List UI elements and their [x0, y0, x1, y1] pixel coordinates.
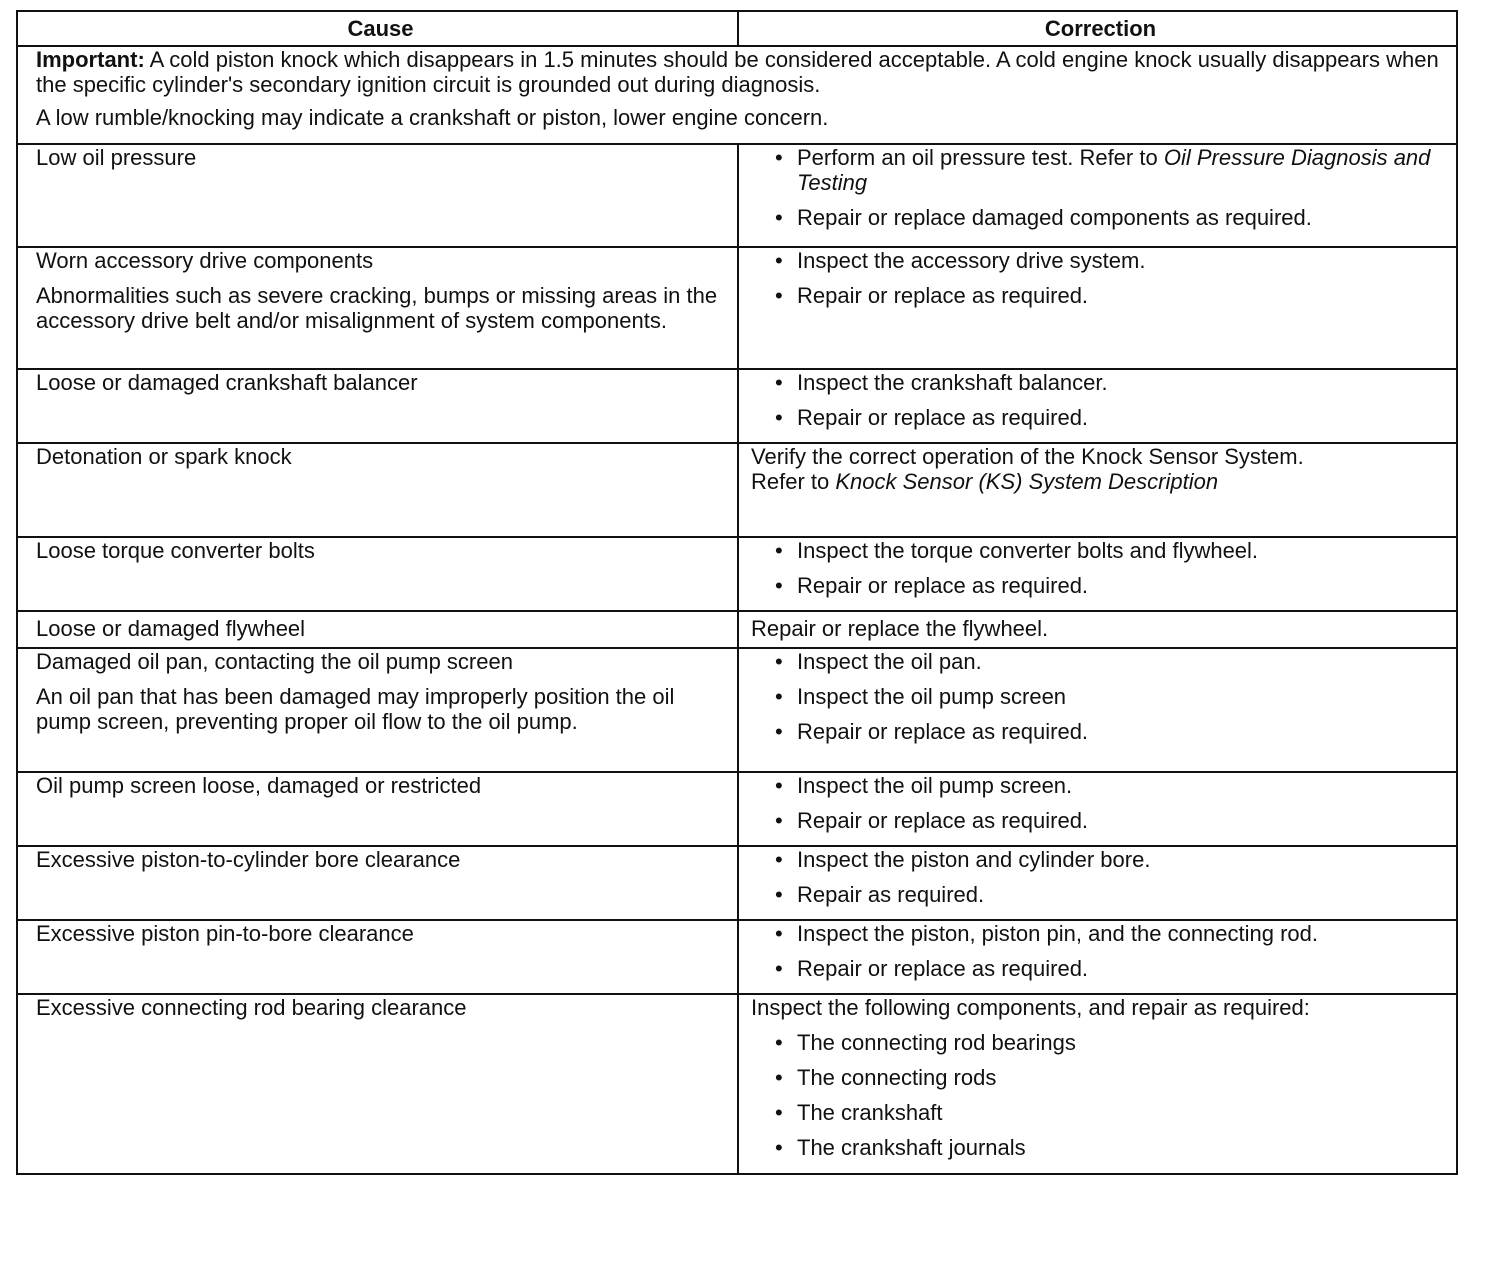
correction-header: Correction — [738, 11, 1457, 46]
table-row — [17, 611, 1457, 648]
correction-cell — [738, 994, 1457, 1174]
list-item: • Repair or replace damaged components as required. — [751, 205, 1444, 230]
table-row — [17, 994, 1457, 1174]
cause-text: Loose or damaged crankshaft balancer — [36, 370, 418, 395]
correction-cell — [738, 144, 1457, 247]
list-item: • The connecting rods — [751, 1065, 1444, 1090]
correction-cell — [738, 247, 1457, 369]
correction-cell — [738, 772, 1457, 846]
table-row — [17, 369, 1457, 443]
table-row — [17, 772, 1457, 846]
list-item: • Inspect the oil pump screen. — [751, 773, 1444, 798]
correction-cell — [738, 537, 1457, 611]
cause-cell — [17, 443, 738, 537]
cause-cell — [17, 772, 738, 846]
cause-cell — [17, 537, 738, 611]
cause-header: Cause — [17, 11, 738, 46]
list-item: • Repair or replace as required. — [751, 573, 1444, 598]
bullet-text: Perform an oil pressure test. Refer to — [797, 145, 1164, 170]
cause-cell — [17, 369, 738, 443]
cause-text: Excessive piston pin-to-bore clearance — [36, 921, 414, 946]
cause-text: Loose or damaged flywheel — [36, 616, 306, 641]
table-row — [17, 846, 1457, 920]
list-item: • Repair or replace as required. — [751, 719, 1444, 744]
diagnosis-table — [16, 10, 1458, 1175]
cause-cell — [17, 144, 738, 247]
list-item: • Repair or replace as required. — [751, 808, 1444, 833]
cause-text: Low oil pressure — [36, 145, 197, 170]
correction-cell — [738, 846, 1457, 920]
cause-text: Loose torque converter bolts — [36, 538, 315, 563]
correction-cell — [738, 611, 1457, 648]
correction-reference — [751, 469, 1444, 494]
correction-cell — [738, 920, 1457, 994]
cause-detail: An oil pan that has been damaged may improperly position the oil pump screen, preventing proper oil flow to the oil pump. — [36, 684, 675, 734]
list-item: • Inspect the piston, piston pin, and the connecting rod. — [751, 921, 1444, 946]
list-item — [751, 145, 1444, 195]
cause-text: Detonation or spark knock — [36, 444, 292, 469]
cause-cell — [17, 920, 738, 994]
table-row — [17, 537, 1457, 611]
list-item: • Inspect the crankshaft balancer. — [751, 370, 1444, 395]
list-item: • Inspect the oil pan. — [751, 649, 1444, 674]
list-item: • Repair or replace as required. — [751, 283, 1444, 308]
important-text: A cold piston knock which disappears in 1.5 minutes should be considered acceptable. A cold engine knock usually disappears when the specific cylinder's secondary ignition circuit is grounded out during diagnosis. — [36, 47, 1439, 97]
reference-link[interactable]: Oil Pressure Diagnosis and Testing — [797, 145, 1431, 195]
table-row — [17, 648, 1457, 772]
cause-cell — [17, 648, 738, 772]
cause-detail: Abnormalities such as severe cracking, bumps or missing areas in the accessory drive belt and/or misalignment of system components. — [36, 283, 718, 333]
correction-cell — [738, 648, 1457, 772]
cause-text: Damaged oil pan, contacting the oil pump screen — [36, 649, 513, 674]
important-note-row — [17, 46, 1457, 144]
cause-text: Oil pump screen loose, damaged or restricted — [36, 773, 482, 798]
correction-cell — [738, 369, 1457, 443]
correction-text: Repair or replace the flywheel. — [751, 616, 1049, 641]
header-row — [17, 11, 1457, 46]
correction-cell — [738, 443, 1457, 537]
list-item: • The crankshaft — [751, 1100, 1444, 1125]
table-row — [17, 247, 1457, 369]
correction-text: Inspect the following components, and repair as required: — [751, 995, 1310, 1020]
list-item: • Inspect the torque converter bolts and flywheel. — [751, 538, 1444, 563]
list-item: • Repair or replace as required. — [751, 405, 1444, 430]
cause-cell — [17, 994, 738, 1174]
cause-text: Worn accessory drive components — [36, 248, 374, 273]
list-item: • The crankshaft journals — [751, 1135, 1444, 1160]
important-note-text — [36, 47, 1444, 97]
important-label: Important: — [36, 47, 145, 72]
reference-prefix: Refer to — [751, 469, 836, 494]
list-item: • Inspect the piston and cylinder bore. — [751, 847, 1444, 872]
list-item: • Inspect the accessory drive system. — [751, 248, 1444, 273]
list-item: • The connecting rod bearings — [751, 1030, 1444, 1055]
cause-cell — [17, 846, 738, 920]
reference-link[interactable]: Knock Sensor (KS) System Description — [835, 469, 1219, 494]
table-row — [17, 443, 1457, 537]
table-row — [17, 144, 1457, 247]
correction-text: Verify the correct operation of the Knock Sensor System. — [751, 444, 1304, 469]
cause-text: Excessive piston-to-cylinder bore clearance — [36, 847, 461, 872]
important-note-text2: A low rumble/knocking may indicate a crankshaft or piston, lower engine concern. — [36, 105, 829, 130]
important-note — [17, 46, 1457, 144]
list-item: • Inspect the oil pump screen — [751, 684, 1444, 709]
cause-cell — [17, 247, 738, 369]
list-item: • Repair as required. — [751, 882, 1444, 907]
list-item: • Repair or replace as required. — [751, 956, 1444, 981]
table-row — [17, 920, 1457, 994]
cause-cell — [17, 611, 738, 648]
cause-text: Excessive connecting rod bearing clearance — [36, 995, 467, 1020]
